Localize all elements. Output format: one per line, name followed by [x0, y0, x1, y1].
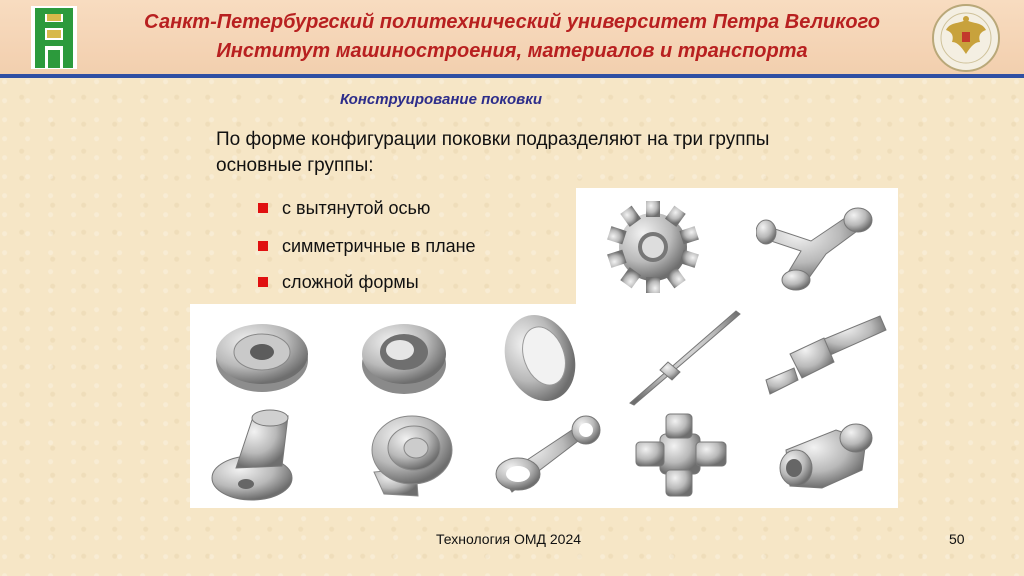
connecting-rod-icon — [490, 408, 610, 504]
double-headed-eagle-emblem-icon — [930, 2, 1002, 74]
forgings-image-main — [190, 304, 898, 508]
page-number: 50 — [949, 531, 965, 547]
bullet-square-icon — [258, 277, 268, 287]
bullet-item-2 — [258, 236, 476, 257]
lead-line-1: По форме конфигурации поковки подразделяют на три группы — [216, 129, 770, 150]
bullet-label-1: с вытянутой осью — [282, 198, 431, 218]
bullet-label-2: симметричные в плане — [282, 236, 476, 256]
elbow-body-icon — [766, 408, 886, 504]
spbpu-tower-logo-icon — [29, 4, 79, 71]
wheel-hub-flange-icon — [356, 408, 456, 504]
university-name: Санкт-Петербургский политехнический университет Петра Великого — [144, 11, 880, 33]
cup-ring-icon — [354, 310, 454, 400]
stepped-shaft-icon — [762, 308, 892, 398]
institute-name: Институт машиностроения, материалов и транспорта — [216, 40, 808, 62]
forgings-image-top — [576, 188, 898, 308]
tapered-ring-icon — [490, 308, 590, 404]
slide-header — [0, 0, 1024, 78]
cone-flange-boss-icon — [206, 408, 306, 504]
sprocket-forging-icon — [598, 192, 708, 302]
bullet-item-1 — [258, 198, 430, 219]
bullet-item-3 — [258, 272, 419, 293]
bullet-label-3: сложной формы — [282, 272, 419, 292]
flanged-ring-disc-icon — [212, 312, 312, 398]
lead-line-2: основные группы: — [216, 155, 374, 176]
footer-course-title: Технология ОМД 2024 — [436, 531, 582, 547]
bullet-square-icon — [258, 241, 268, 251]
cross-fitting-icon — [626, 408, 736, 504]
slide-subtitle: Конструирование поковки — [340, 91, 543, 108]
long-stepped-pin-icon — [620, 308, 750, 408]
bullet-square-icon — [258, 203, 268, 213]
lead-paragraph — [216, 127, 856, 179]
y-pipe-fitting-icon — [756, 196, 886, 302]
